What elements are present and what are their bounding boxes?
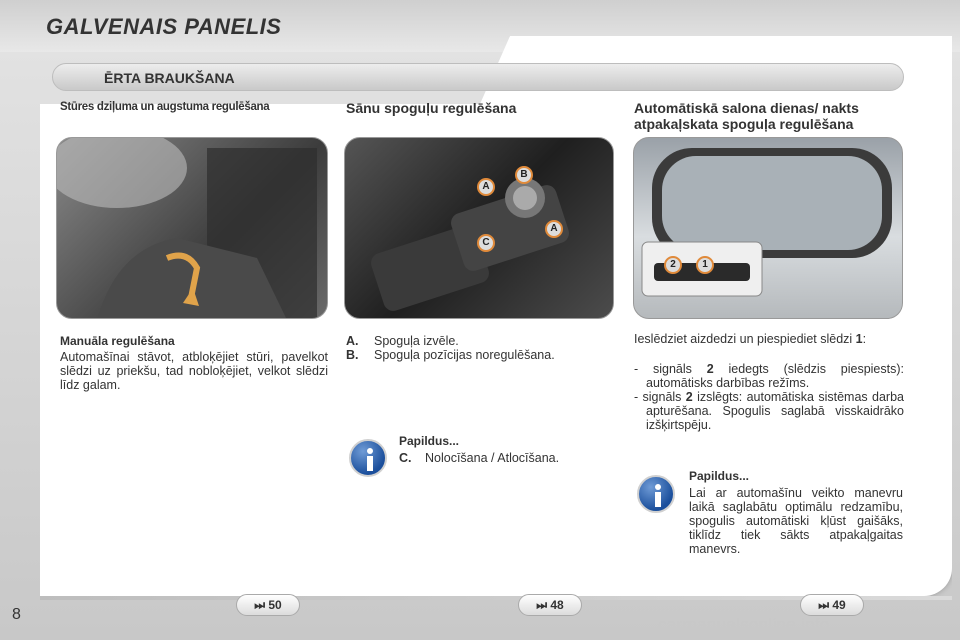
rearview-intro: Ieslēdziet aizdedzi un piespiediet slēdzi 1: [634, 332, 867, 346]
mirrors-more-key: C. [399, 451, 412, 465]
mirror-switch-illustration [345, 138, 614, 319]
ref-page-49[interactable]: ⏭ 49 [800, 594, 864, 616]
callout-c: C [477, 234, 495, 252]
mirrors-more-text: Nolocīšana / Atlocīšana. [425, 451, 560, 465]
section-title: ĒRTA BRAUKŠANA [104, 70, 235, 86]
steering-text: Automašīnai stāvot, atbloķējiet stūri, pavelkot slēdzi uz priekšu, tad nobloķējiet, velkot slēdzi līdz galam. [60, 350, 328, 392]
callout-a: A [477, 178, 495, 196]
page-title: GALVENAIS PANELIS [46, 14, 282, 39]
ref-page-48[interactable]: ⏭ 48 [518, 594, 582, 616]
rearview-heading: Automātiskā salona dienas/ nakts atpakaļskata spoguļa regulēšana [634, 100, 859, 132]
steering-heading: Stūres dziļuma un augstuma regulēšana [60, 101, 270, 113]
mirrors-more-title: Papildus... [399, 434, 460, 448]
callout-a-2: A [545, 220, 563, 238]
mirror-item-a-text: Spoguļa izvēle. [374, 334, 459, 348]
page-number: 8 [12, 606, 21, 623]
mirror-item-a-key: A. [346, 334, 359, 348]
steering-illustration [57, 138, 328, 319]
rearview-more-text: Lai ar automašīnu veikto manevru laikā saglabātu optimālu redzamību, spogulis automātiski kļūst gaišāks, tiklīdz tiek sākts atpakaļgaitas manevrs. [689, 486, 903, 556]
rearview-illustration [634, 138, 903, 319]
watermark: carmanualsonline.info [658, 615, 830, 634]
mirror-switch-photo [344, 137, 614, 319]
mirror-item-a [346, 334, 616, 348]
rearview-more-title: Papildus... [689, 469, 750, 483]
callout-2: 2 [664, 256, 682, 274]
steering-subheading: Manuāla regulēšana [60, 334, 175, 348]
rearview-mirror-photo [633, 137, 903, 319]
rearview-bullet-1: - signāls 2 iedegts (slēdzis piespiests): automātisks darbības režīms. [634, 362, 904, 390]
callout-1: 1 [696, 256, 714, 274]
ref-page-50[interactable]: ⏭ 50 [236, 594, 300, 616]
mirror-item-b-key: B. [346, 348, 359, 362]
callout-b: B [515, 166, 533, 184]
mirror-item-b-text: Spoguļa pozīcijas noregulēšana. [374, 348, 555, 362]
steering-photo [56, 137, 328, 319]
mirrors-heading: Sānu spoguļu regulēšana [346, 100, 517, 116]
info-icon [637, 475, 675, 513]
mirrors-more-item [399, 451, 609, 465]
mirror-item-b [346, 348, 616, 362]
info-icon [349, 439, 387, 477]
rearview-bullet-2: - signāls 2 izslēgts: automātiska sistēmas darba apturēšana. Spogulis saglabā visskaidrāko izšķirtspēju. [634, 390, 904, 432]
